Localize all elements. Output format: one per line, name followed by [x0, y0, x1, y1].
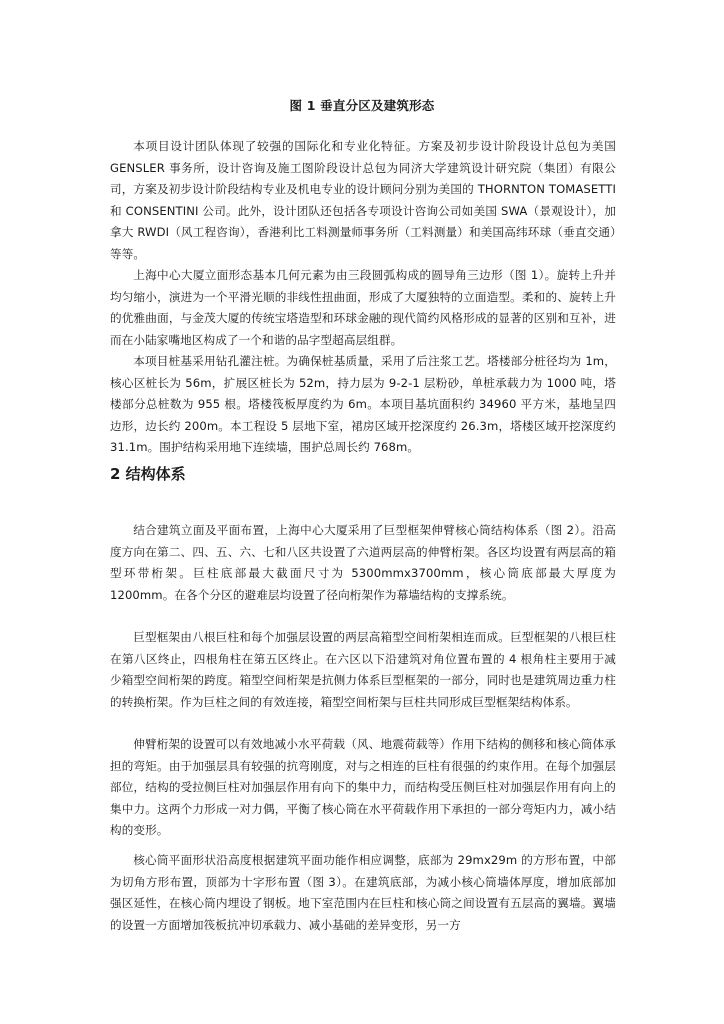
paragraph-core-tube: 核心筒平面形状沿高度根据建筑平面功能作相应调整，底部为 29mx29m 的方形布置，中部为切角方形布置，顶部为十字形布置（图 3）。在建筑底部，为减小核心筒墙体厚度，增加底部加强区延性，在核心筒内埋设了钢板。地下室范围内在巨柱和核心筒之间设置有五层高的翼墙。翼墙的设置一方面增加筏板抗冲切承载力、减小基础的差异变形，另一方	[110, 853, 616, 932]
section-heading: 2 结构体系	[110, 465, 186, 483]
paragraph-pile-foundation: 本项目桩基采用钻孔灌注桩。为确保桩基质量，采用了后注浆工艺。塔楼部分桩径均为 1m，核心区桩长为 56m，扩展区桩长为 52m，持力层为 9-2-1 层粉砂，单桩承载力为 1000 吨，塔楼部分总桩数为 955 根。塔楼筏板厚度约为 6m。本项目基坑面积约 34960 平方米，基地呈四边形，边长约 200m。本工程设 5 层地下室，裙房区域开挖深度约 26.3m，塔楼区域开挖深度约 31.1m。围护结构采用地下连续墙，围护总周长约 768m。	[110, 354, 616, 454]
paragraph-mega-frame: 巨型框架由八根巨柱和每个加强层设置的两层高箱型空间桁架相连而成。巨型框架的八根巨柱在第八区终止，四根角柱在第五区终止。在六区以下沿建筑对角位置布置的 4 根角柱主要用于减少箱型空间桁架的跨度。箱型空间桁架是抗侧力体系巨型框架的一部分，同时也是建筑周边重力柱的转换桁架。作为巨柱之间的有效连接，箱型空间桁架与巨柱共同形成巨型框架结构体系。	[110, 630, 616, 709]
paragraph-design-team: 本项目设计团队体现了较强的国际化和专业化特征。方案及初步设计阶段设计总包为美国 GENSLER 事务所，设计咨询及施工图阶段设计总包为同济大学建筑设计研究院（集团）有限公司，方案及初步设计阶段结构专业及机电专业的设计顾问分别为美国的 THORNTON TOMASETTI 和 CONSENTINI 公司。此外，设计团队还包括各专项设计咨询公司如美国 SWA（景观设计），加拿大 RWDI（风工程咨询），香港利比工料测量师事务所（工料测量）和美国高纬环球（垂直交通）等等。	[110, 139, 616, 261]
paragraph-outrigger-truss: 伸臂桁架的设置可以有效地减小水平荷载（风、地震荷载等）作用下结构的侧移和核心筒体承担的弯矩。由于加强层具有较强的抗弯刚度，对与之相连的巨柱有很强的约束作用。在每个加强层部位，结构的受拉侧巨柱对加强层作用有向下的集中力，而结构受压侧巨柱对加强层作用有向上的集中力。这两个力形成一对力偶，平衡了核心筒在水平荷载作用下承担的一部分弯矩内力，减小结构的变形。	[110, 737, 616, 837]
paragraph-structural-system: 结合建筑立面及平面布置，上海中心大厦采用了巨型框架伸臂核心筒结构体系（图 2）。沿高度方向在第二、四、五、六、七和八区共设置了六道两层高的伸臂桁架。各区均设置有两层高的箱型环带桁架。巨柱底部最大截面尺寸为 5300mmx3700mm，核心筒底部最大厚度为 1200mm。在各个分区的避难层均设置了径向桁架作为幕墙结构的支撑系统。	[110, 523, 616, 602]
paragraph-facade-form: 上海中心大厦立面形态基本几何元素为由三段圆弧构成的圆导角三边形（图 1）。旋转上升并均匀缩小，演进为一个平滑光顺的非线性扭曲面，形成了大厦独特的立面造型。柔和的、旋转上升的优雅曲面，与金茂大厦的传统宝塔造型和环球金融的现代简约风格形成的显著的区别和互补，进而在小陆家嘴地区构成了一个和谐的品字型超高层组群。	[110, 268, 616, 347]
figure-caption: 图 1 垂直分区及建筑形态	[289, 98, 435, 113]
